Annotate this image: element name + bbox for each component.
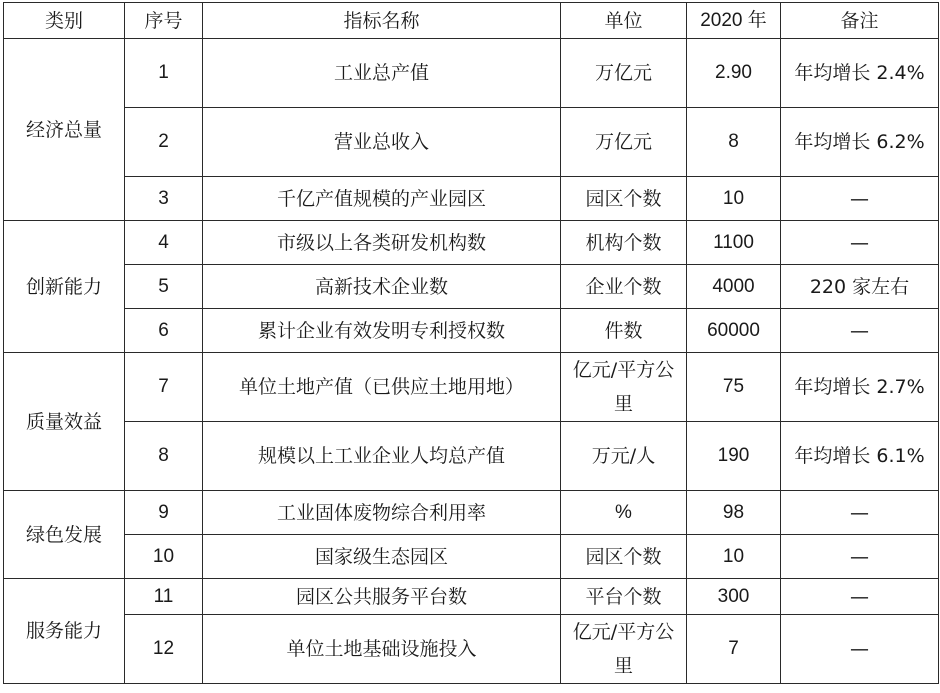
unit-cell: 万亿元	[561, 108, 687, 177]
unit-cell: 企业个数	[561, 265, 687, 309]
header-unit: 单位	[561, 3, 687, 39]
table-row	[4, 579, 939, 615]
unit-cell: 机构个数	[561, 221, 687, 265]
row-index: 11	[125, 579, 203, 615]
note-cell: 220 家左右	[781, 265, 939, 309]
indicator-name: 园区公共服务平台数	[203, 579, 561, 615]
table-row	[4, 422, 939, 491]
unit-cell: 园区个数	[561, 177, 687, 221]
value-cell: 10	[687, 177, 781, 221]
value-cell: 1100	[687, 221, 781, 265]
category-cell: 绿色发展	[4, 491, 125, 579]
table-row	[4, 309, 939, 353]
indicator-name: 高新技术企业数	[203, 265, 561, 309]
indicator-name: 单位土地基础设施投入	[203, 615, 561, 684]
unit-cell: %	[561, 491, 687, 535]
header-name: 指标名称	[203, 3, 561, 39]
unit-cell: 万元/人	[561, 422, 687, 491]
value-cell: 190	[687, 422, 781, 491]
unit-cell: 亿元/平方公里	[561, 615, 687, 684]
table-row	[4, 108, 939, 177]
value-cell: 300	[687, 579, 781, 615]
table-row	[4, 491, 939, 535]
unit-cell: 件数	[561, 309, 687, 353]
table-row	[4, 265, 939, 309]
value-cell: 4000	[687, 265, 781, 309]
indicator-name: 工业固体废物综合利用率	[203, 491, 561, 535]
category-cell: 质量效益	[4, 353, 125, 491]
indicator-name: 营业总收入	[203, 108, 561, 177]
table-row	[4, 39, 939, 108]
value-cell: 8	[687, 108, 781, 177]
header-note: 备注	[781, 3, 939, 39]
indicator-name: 国家级生态园区	[203, 535, 561, 579]
row-index: 12	[125, 615, 203, 684]
row-index: 3	[125, 177, 203, 221]
row-index: 7	[125, 353, 203, 422]
header-category: 类别	[4, 3, 125, 39]
unit-cell: 亿元/平方公里	[561, 353, 687, 422]
category-cell: 创新能力	[4, 221, 125, 353]
table-row	[4, 535, 939, 579]
row-index: 1	[125, 39, 203, 108]
header-year: 2020 年	[687, 3, 781, 39]
note-cell: —	[781, 579, 939, 615]
indicator-name: 规模以上工业企业人均总产值	[203, 422, 561, 491]
header-row	[4, 3, 939, 39]
row-index: 5	[125, 265, 203, 309]
table-row	[4, 615, 939, 684]
table-row	[4, 221, 939, 265]
note-cell: —	[781, 309, 939, 353]
category-cell: 服务能力	[4, 579, 125, 684]
table-row	[4, 353, 939, 422]
value-cell: 75	[687, 353, 781, 422]
note-cell: 年均增长 2.4%	[781, 39, 939, 108]
unit-cell: 园区个数	[561, 535, 687, 579]
note-cell: 年均增长 6.1%	[781, 422, 939, 491]
value-cell: 60000	[687, 309, 781, 353]
table-row	[4, 177, 939, 221]
row-index: 9	[125, 491, 203, 535]
category-cell: 经济总量	[4, 39, 125, 221]
note-cell: —	[781, 177, 939, 221]
indicator-name: 千亿产值规模的产业园区	[203, 177, 561, 221]
note-cell: 年均增长 2.7%	[781, 353, 939, 422]
unit-cell: 万亿元	[561, 39, 687, 108]
value-cell: 10	[687, 535, 781, 579]
indicator-name: 市级以上各类研发机构数	[203, 221, 561, 265]
row-index: 6	[125, 309, 203, 353]
note-cell: 年均增长 6.2%	[781, 108, 939, 177]
indicator-name: 单位土地产值（已供应土地用地）	[203, 353, 561, 422]
header-index: 序号	[125, 3, 203, 39]
value-cell: 7	[687, 615, 781, 684]
row-index: 4	[125, 221, 203, 265]
note-cell: —	[781, 615, 939, 684]
value-cell: 98	[687, 491, 781, 535]
indicator-name: 工业总产值	[203, 39, 561, 108]
value-cell: 2.90	[687, 39, 781, 108]
indicator-table	[3, 2, 939, 684]
unit-cell: 平台个数	[561, 579, 687, 615]
note-cell: —	[781, 491, 939, 535]
note-cell: —	[781, 221, 939, 265]
indicator-name: 累计企业有效发明专利授权数	[203, 309, 561, 353]
row-index: 2	[125, 108, 203, 177]
note-cell: —	[781, 535, 939, 579]
row-index: 8	[125, 422, 203, 491]
row-index: 10	[125, 535, 203, 579]
